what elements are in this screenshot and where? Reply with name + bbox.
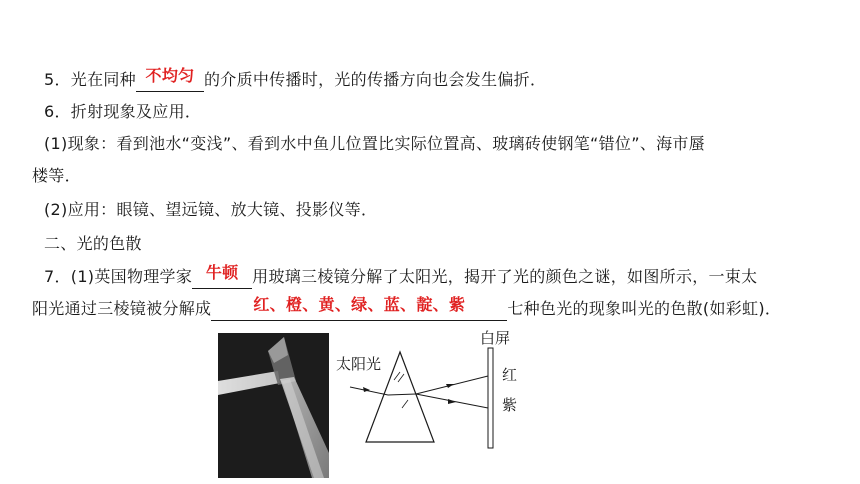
section-heading: 二、光的色散 [44,234,142,253]
item-7-line-b [32,295,782,321]
item-5-text-pre: 光在同种 [70,70,136,89]
violet-label: 紫 [502,396,518,414]
sunlight-label: 太阳光 [336,355,382,373]
answer-blank-2 [192,263,252,289]
item-7b-text-post: 七种色光的现象叫光的色散(如彩虹)． [507,299,782,318]
prism-photo [218,333,329,478]
item-7-text-pre: 7．(1)英国物理学家 [44,267,193,286]
answer-text-1: 不均匀 [145,66,195,85]
refracted-ray [388,394,416,395]
item-6-1-line-b: 楼等． [32,166,81,185]
answer-blank-3 [211,295,507,321]
prism-photo-graphic [218,333,329,478]
red-ray-arrow [446,384,454,388]
item-6: 6．折射现象及应用． [44,102,202,121]
answer-blank-1 [136,66,204,92]
item-7b-text-pre: 阳光通过三棱镜被分解成 [32,299,212,318]
prism-hatch-3 [402,400,408,408]
dispersion-diagram [330,330,530,480]
item-5-number: 5． [44,70,71,89]
answer-text-3: 红、橙、黄、绿、蓝、靛、紫 [253,295,466,314]
white-screen [488,348,493,448]
item-6-1-line-a: (1)现象：看到池水“变浅”、看到水中鱼儿位置比实际位置高、玻璃砖使钢笔“错位”、海市蜃 [44,134,706,153]
item-6-2: (2)应用：眼镜、望远镜、放大镜、投影仪等． [44,200,378,219]
incident-ray [350,387,388,395]
red-label: 红 [502,366,518,384]
prism-hatch-1 [394,372,400,380]
prism-hatch-2 [398,374,404,382]
screen-label: 白屏 [480,330,511,347]
item-7-line-a [44,263,758,289]
item-5 [44,66,547,92]
answer-text-2: 牛顿 [205,263,239,282]
item-7-text-post: 用玻璃三棱镜分解了太阳光，揭开了光的颜色之谜，如图所示，一束太 [252,267,758,286]
item-5-text-post: 的介质中传播时，光的传播方向也会发生偏折． [203,70,547,89]
